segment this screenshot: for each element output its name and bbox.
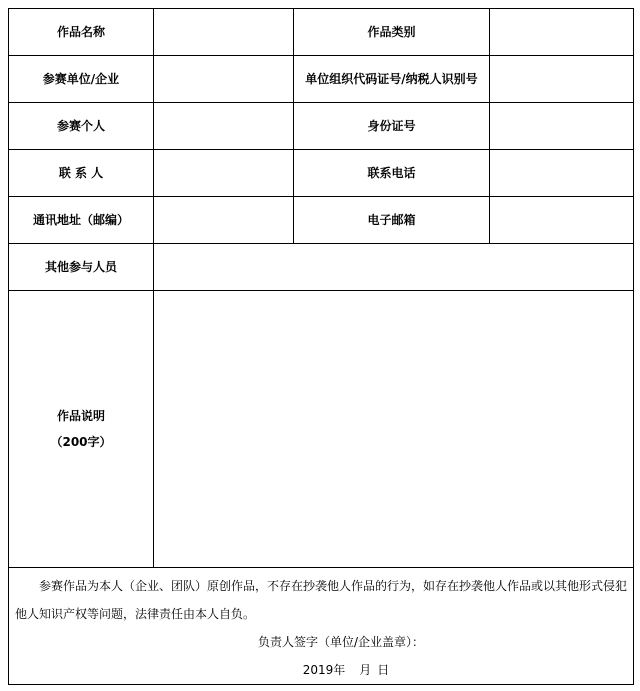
other-members-field[interactable] xyxy=(154,244,634,291)
entry-form-table xyxy=(8,8,634,685)
description-field[interactable] xyxy=(154,291,634,568)
address-field[interactable] xyxy=(154,197,294,244)
contact-person-field[interactable] xyxy=(154,150,294,197)
label-description-limit: （200字） xyxy=(50,435,112,449)
form-row-individual xyxy=(9,103,634,150)
other-members-input[interactable] xyxy=(154,244,633,290)
label-work-name: 作品名称 xyxy=(9,9,154,56)
email-field[interactable] xyxy=(490,197,634,244)
label-org-code: 单位组织代码证号/纳税人识别号 xyxy=(294,56,490,103)
form-row-description xyxy=(9,291,634,568)
form-row-organization xyxy=(9,56,634,103)
form-row-contact xyxy=(9,150,634,197)
phone-field[interactable] xyxy=(490,150,634,197)
label-individual: 参赛个人 xyxy=(9,103,154,150)
work-category-field[interactable] xyxy=(490,9,634,56)
individual-input[interactable] xyxy=(154,103,293,149)
date-year: 2019年 xyxy=(302,663,346,677)
org-code-field[interactable] xyxy=(490,56,634,103)
individual-field[interactable] xyxy=(154,103,294,150)
contact-person-input[interactable] xyxy=(154,150,293,196)
date-day: 日 xyxy=(377,663,390,677)
label-description: 作品说明 xyxy=(56,409,105,423)
org-code-input[interactable] xyxy=(490,56,633,102)
originality-declaration: 参赛作品为本人（企业、团队）原创作品，不存在抄袭他人作品的行为，如存在抄袭他人作品或以其他形式侵犯他人知识产权等问题，法律责任由本人自负。 xyxy=(15,579,628,621)
work-name-input[interactable] xyxy=(154,9,293,55)
label-email: 电子邮箱 xyxy=(294,197,490,244)
label-id-number: 身份证号 xyxy=(294,103,490,150)
declaration-cell xyxy=(9,568,634,685)
work-name-field[interactable] xyxy=(154,9,294,56)
id-number-field[interactable] xyxy=(490,103,634,150)
form-row-address xyxy=(9,197,634,244)
date-month: 月 xyxy=(359,663,372,677)
phone-input[interactable] xyxy=(490,150,633,196)
id-number-input[interactable] xyxy=(490,103,633,149)
form-row-title xyxy=(9,9,634,56)
label-work-category: 作品类别 xyxy=(294,9,490,56)
organization-input[interactable] xyxy=(154,56,293,102)
date-line xyxy=(15,656,627,684)
form-row-other-members xyxy=(9,244,634,291)
label-address: 通讯地址（邮编） xyxy=(9,197,154,244)
signature-label: 负责人签字（单位/企业盖章）： xyxy=(257,635,425,649)
description-label-cell xyxy=(9,291,154,568)
label-contact-person: 联 系 人 xyxy=(9,150,154,197)
label-other-members: 其他参与人员 xyxy=(9,244,154,291)
email-input[interactable] xyxy=(490,197,633,243)
label-organization: 参赛单位/企业 xyxy=(9,56,154,103)
form-row-declaration xyxy=(9,568,634,685)
organization-field[interactable] xyxy=(154,56,294,103)
work-category-input[interactable] xyxy=(490,9,633,55)
address-input[interactable] xyxy=(154,197,293,243)
label-phone: 联系电话 xyxy=(294,150,490,197)
